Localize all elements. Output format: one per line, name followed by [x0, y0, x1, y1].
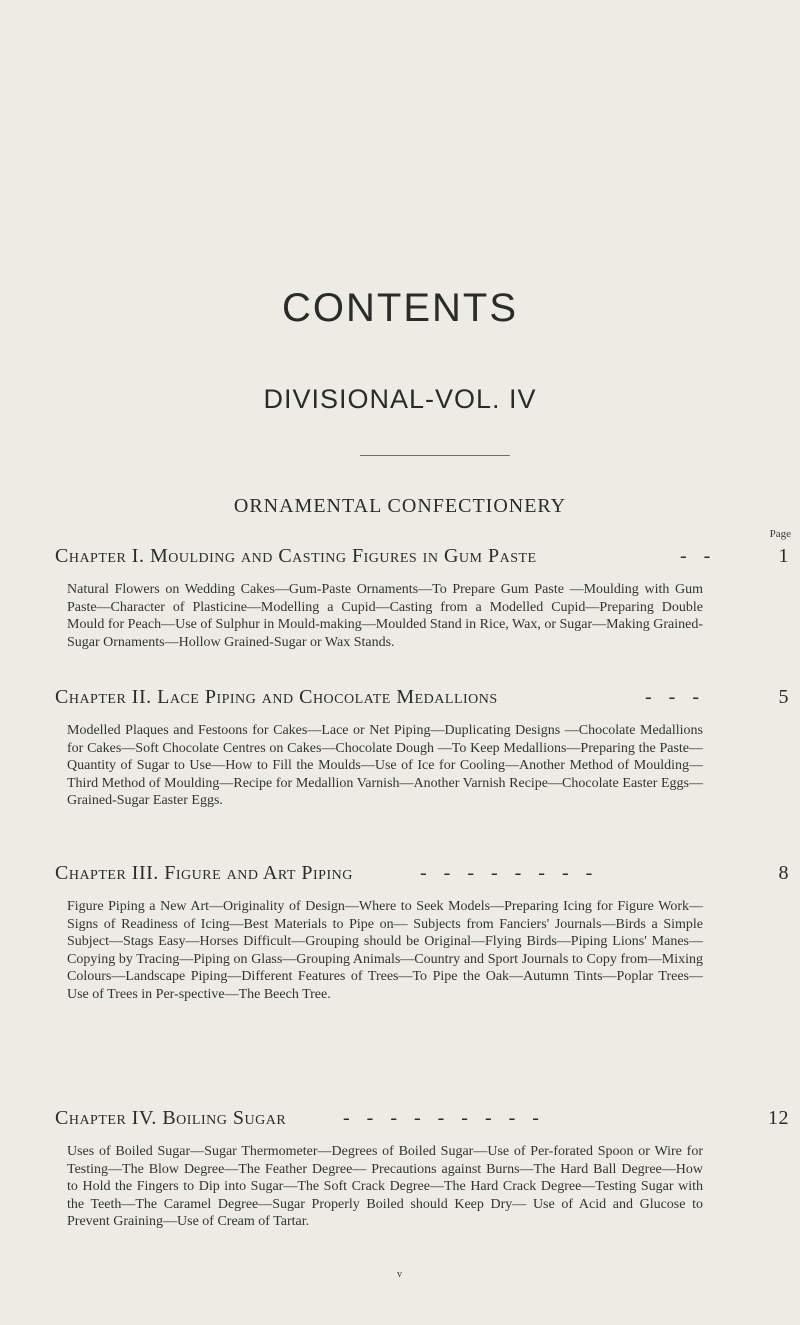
chapter-heading — [55, 862, 789, 888]
section-title: ORNAMENTAL CONFECTIONERY — [233, 495, 567, 517]
chapter-heading — [55, 1107, 789, 1133]
chapter-page-number: 5 — [778, 686, 789, 708]
page-column-header: Page — [769, 528, 791, 540]
chapter-summary: Natural Flowers on Wedding Cakes—Gum-Paste Ornaments—To Prepare Gum Paste —Moulding with Gum Paste—Character of Plasticine—Modelling a Cupid—Casting from a Modelled Cupid—Preparing Double Mould for Peach—Use of Sulphur in Mould-making—Moulded Stand in Rice, Wax, or Sugar—Making Grained-Sugar Ornaments—Hollow Grained-Sugar or Wax Stands. — [67, 582, 703, 650]
dot-leader: - - - - - - - - — [420, 862, 599, 884]
dot-leader: - - - — [645, 686, 705, 708]
chapter-entry-4 — [55, 1107, 789, 1231]
volume-title: DIVISIONAL-VOL. IV — [263, 384, 537, 414]
page-title: CONTENTS — [282, 286, 518, 330]
chapter-entry-1 — [55, 545, 789, 651]
page-folio: v — [397, 1269, 402, 1280]
chapter-page-number: 8 — [778, 862, 789, 884]
chapter-title: Chapter III. Figure and Art Piping — [55, 862, 353, 884]
chapter-title: Chapter II. Lace Piping and Chocolate Medallions — [55, 686, 498, 708]
chapter-summary: Modelled Plaques and Festoons for Cakes—Lace or Net Piping—Duplicating Designs —Chocolate Medallions for Cakes—Soft Chocolate Centres on Cakes—Chocolate Dough —To Keep Medallions—Preparing the Paste—Quantity of Sugar to Use—How to Fill the Moulds—Use of Ice for Cooling—Another Method of Moulding—Third Method of Moulding—Recipe for Medallion Varnish—Another Varnish Recipe—Chocolate Easter Eggs—Grained-Sugar Easter Eggs. — [67, 723, 703, 809]
chapter-summary: Uses of Boiled Sugar—Sugar Thermometer—Degrees of Boiled Sugar—Use of Per-forated Spoon or Wire for Testing—The Blow Degree—The Feather Degree— Precautions against Burns—The Hard Ball Degree—How to Hold the Fingers to Dip into Sugar—The Soft Crack Degree—The Hard Crack Degree—Testing Sugar with the Teeth—The Caramel Degree—Sugar Properly Boiled should Keep Dry— Use of Acid and Glucose to Prevent Graining—Use of Cream of Tartar. — [67, 1144, 703, 1230]
chapter-summary: Figure Piping a New Art—Originality of Design—Where to Seek Models—Preparing Icing for Figure Work—Signs of Readiness of Icing—Best Materials to Pipe on— Subjects from Fanciers' Journals—Birds a Simple Subject—Stags Easy—Horses Difficult—Grouping should be Original—Flying Birds—Piping Lions' Manes— Copying by Tracing—Piping on Glass—Grouping Animals—Country and Sport Journals to Copy from—Mixing Colours—Landscape Piping—Different Features of Trees—To Pipe the Oak—Autumn Tints—Poplar Trees—Use of Trees in Per-spective—The Beech Tree. — [67, 899, 703, 1002]
dot-leader: - - — [680, 545, 717, 567]
dot-leader: - - - - - - - - - — [343, 1107, 545, 1129]
divider-rule — [360, 455, 510, 456]
chapter-title: Chapter I. Moulding and Casting Figures in Gum Paste — [55, 545, 537, 567]
chapter-page-number: 1 — [778, 545, 789, 567]
chapter-heading — [55, 545, 789, 571]
chapter-entry-2 — [55, 686, 789, 810]
chapter-entry-3 — [55, 862, 789, 1004]
chapter-heading — [55, 686, 789, 712]
chapter-page-number: 12 — [768, 1107, 789, 1129]
chapter-title: Chapter IV. Boiling Sugar — [55, 1107, 287, 1129]
